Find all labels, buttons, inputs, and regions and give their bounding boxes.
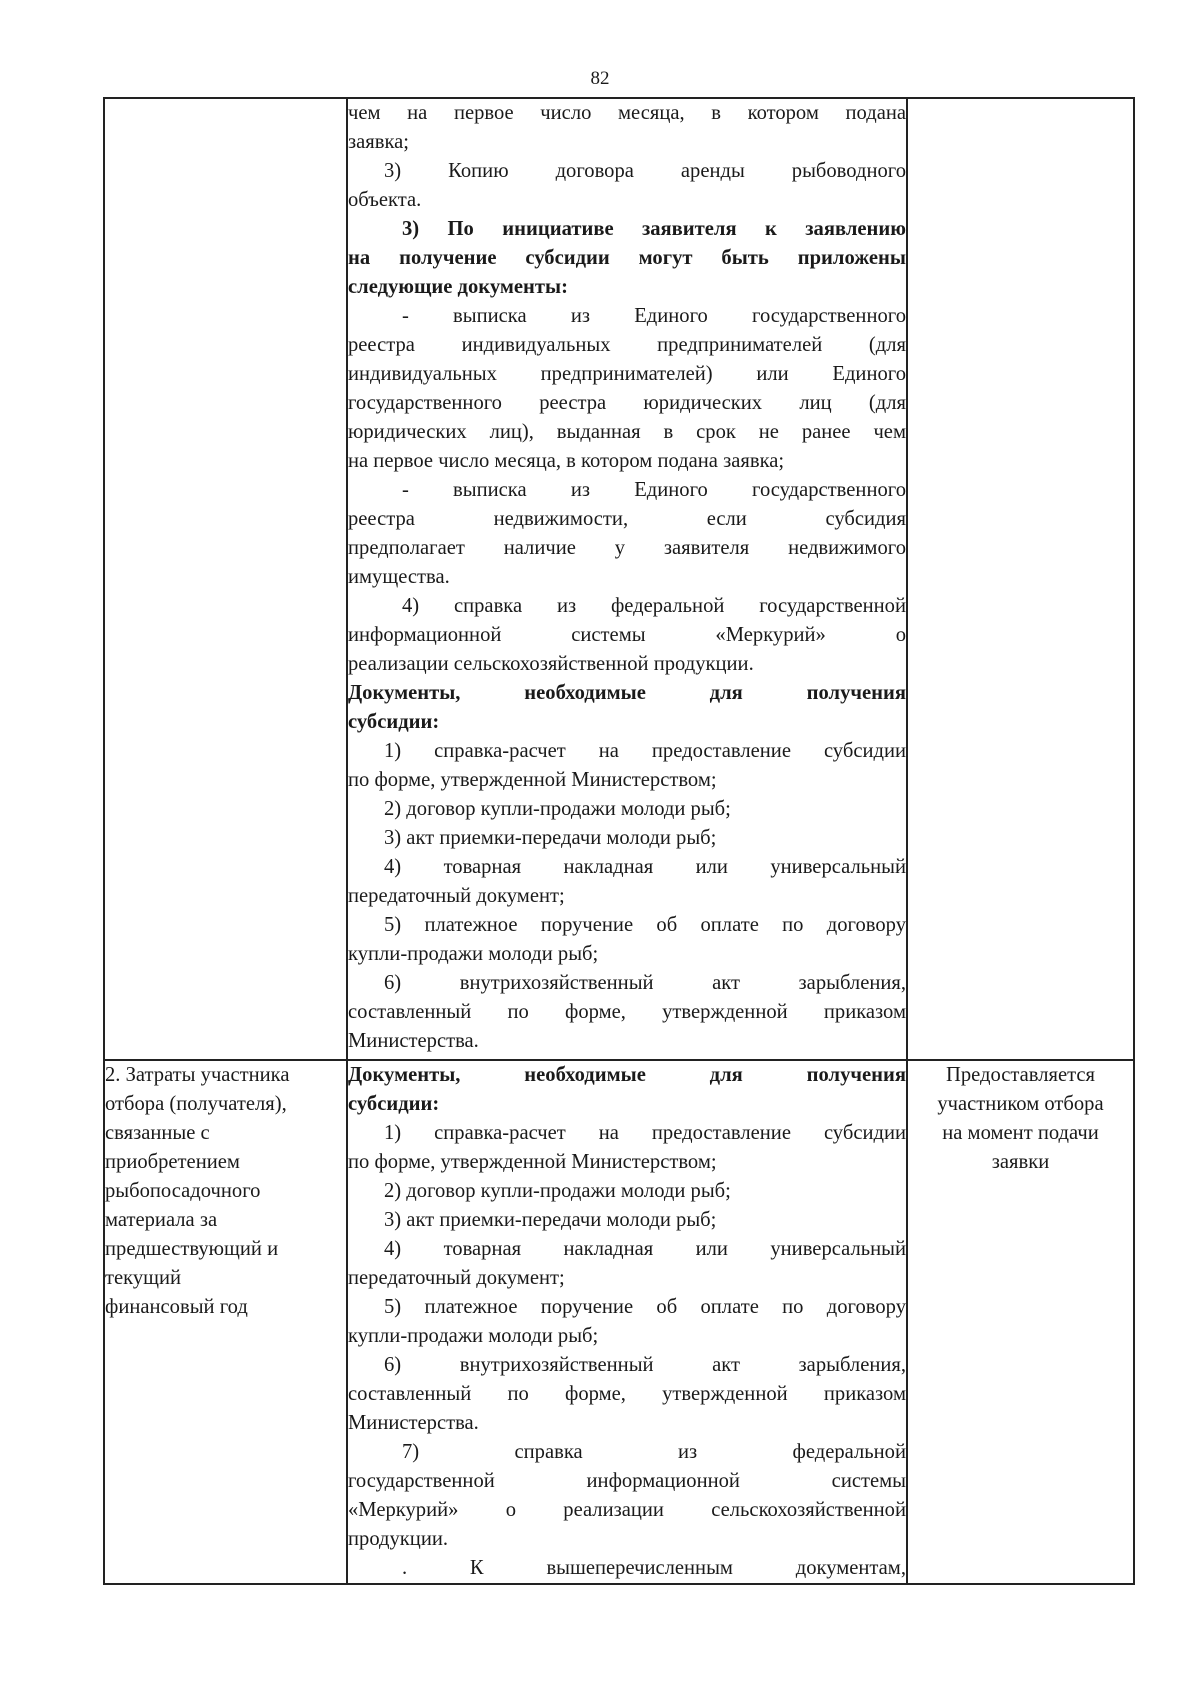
text-line: 3) акт приемки-передачи молоди рыб; [384,1209,717,1231]
text-line: реализации сельскохозяйственной продукции. [348,653,754,675]
text-line: 2. Затраты участника [105,1064,290,1086]
text-line: продукции. [348,1528,449,1550]
text-line: по форме, утвержденной Министерством; [348,1151,717,1173]
text-line: текущий [105,1267,182,1289]
text-line: Документы, необходимые для получения [348,1064,906,1086]
text-line: индивидуальных предпринимателей) или Единого [348,363,906,385]
text-line: связанные с [105,1122,210,1144]
text-line: субсидии: [348,711,440,733]
text-line: 1) справка-расчет на предоставление субсидии [384,740,906,762]
text-line: 5) платежное поручение об оплате по договору [384,1296,906,1318]
text-line: материала за [105,1209,218,1231]
text-line: субсидии: [348,1093,440,1115]
text-line: государственного реестра юридических лиц (для [348,392,906,414]
text-line: заявка; [348,131,410,153]
text-line: объекта. [348,189,422,211]
text-line: на первое число месяца, в котором подана заявка; [348,450,785,472]
text-line: передаточный документ; [348,1267,565,1289]
text-line: 4) товарная накладная или универсальный [384,1238,906,1260]
text-line: - выписка из Единого государственного [402,479,906,501]
requirements-table [103,97,1135,1585]
text-line: отбора (получателя), [105,1093,287,1115]
text-line: 6) внутрихозяйственный акт зарыбления, [384,1354,906,1376]
text-line: - выписка из Единого государственного [402,305,906,327]
text-line: 2) договор купли-продажи молоди рыб; [384,798,731,820]
text-line: составленный по форме, утвержденной приказом [348,1001,906,1023]
text-line: реестра недвижимости, если субсидия [348,508,906,530]
text-line: 3) Копию договора аренды рыбоводного [384,160,906,182]
text-line: 2) договор купли-продажи молоди рыб; [384,1180,731,1202]
text-line: чем на первое число месяца, в котором подана [348,102,906,124]
text-line: имущества. [348,566,450,588]
text-line: Предоставляется [945,1064,1096,1086]
text-line: 7) справка из федеральной [402,1441,906,1463]
text-line: 4) товарная накладная или универсальный [384,856,906,878]
row2-documents-cell [347,1060,907,1584]
text-line: приобретением [105,1151,240,1173]
text-line: заявки [991,1151,1050,1173]
row1-deadline-cell [907,98,1134,1060]
text-line: участником отбора [937,1093,1104,1115]
text-line: на получение субсидии могут быть приложены [348,247,906,269]
text-line: 3) По инициативе заявителя к заявлению [402,218,906,240]
text-line: по форме, утвержденной Министерством; [348,769,717,791]
text-line: 5) платежное поручение об оплате по договору [384,914,906,936]
text-line: предполагает наличие у заявителя недвижимого [348,537,906,559]
text-line: Документы, необходимые для получения [348,682,906,704]
text-line: «Меркурий» о реализации сельскохозяйственной [348,1499,906,1521]
text-line: следующие документы: [348,276,568,298]
text-line: финансовый год [105,1296,248,1318]
text-line: реестра индивидуальных предпринимателей (для [348,334,906,356]
text-line: 1) справка-расчет на предоставление субсидии [384,1122,906,1144]
text-line: юридических лиц), выданная в срок не ранее чем [348,421,906,443]
text-line: предшествующий и [105,1238,279,1260]
text-line: на момент подачи [942,1122,1099,1144]
text-line: Министерства. [348,1030,479,1052]
text-line: купли-продажи молоди рыб; [348,943,599,965]
table-row [104,1060,1134,1584]
row2-cost-cell [104,1060,347,1584]
row2-deadline-cell [907,1060,1134,1584]
text-line: 3) акт приемки-передачи молоди рыб; [384,827,717,849]
text-line: купли-продажи молоди рыб; [348,1325,599,1347]
text-line: Министерства. [348,1412,479,1434]
text-line: составленный по форме, утвержденной приказом [348,1383,906,1405]
text-line: 4) справка из федеральной государственной [402,595,906,617]
page-number: 82 [590,68,610,89]
text-line: передаточный документ; [348,885,565,907]
table-row [104,98,1134,1060]
row1-cost-cell [104,98,347,1060]
text-line: информационной системы «Меркурий» о [348,624,906,646]
row1-documents-cell [347,98,907,1060]
text-line: рыбопосадочного [105,1180,261,1202]
text-line: . К вышеперечисленным документам, [402,1557,906,1579]
text-line: 6) внутрихозяйственный акт зарыбления, [384,972,906,994]
text-line: государственной информационной системы [348,1470,906,1492]
